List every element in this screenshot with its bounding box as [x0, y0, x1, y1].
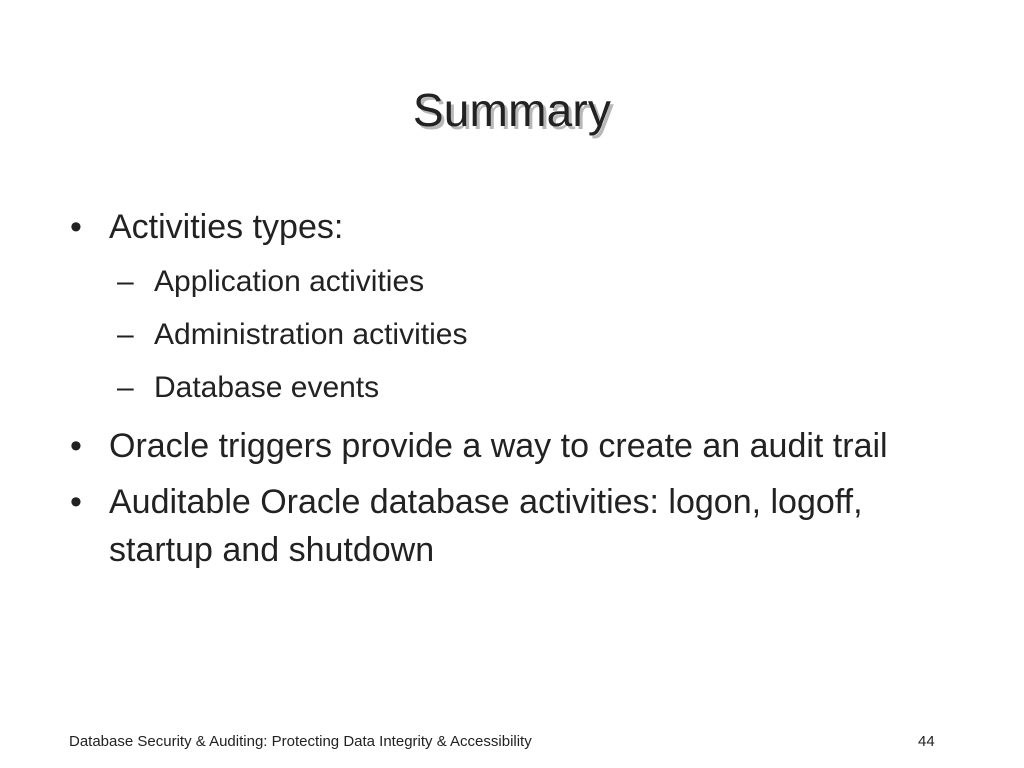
slide-title: Summary — [412, 84, 612, 136]
slide-footer: Database Security & Auditing: Protecting Data Integrity & Accessibility — [69, 733, 532, 750]
bullet-text: Oracle triggers provide a way to create an audit trail — [109, 427, 888, 465]
sub-bullet-marker: – — [117, 318, 134, 351]
sub-bullet-text: Database events — [154, 371, 380, 404]
sub-bullet-list — [0, 255, 1024, 414]
bullet-text: Activities types: — [109, 208, 344, 246]
sub-bullet-item — [0, 255, 1024, 308]
bullet-item — [0, 478, 1024, 574]
spacer — [0, 470, 1024, 478]
page-number: 44 — [918, 733, 935, 750]
bullet-marker: • — [70, 427, 82, 465]
bullet-marker: • — [70, 483, 82, 521]
sub-bullet-item — [0, 308, 1024, 361]
bullet-marker: • — [70, 208, 82, 246]
sub-bullet-text: Administration activities — [154, 318, 468, 351]
bullet-item — [0, 422, 1024, 470]
bullet-item — [0, 203, 1024, 414]
sub-bullet-text: Application activities — [154, 265, 425, 298]
bullet-text: Auditable Oracle database activities: logon, logoff, startup and shutdown — [109, 483, 863, 569]
bullet-list — [0, 203, 1024, 574]
spacer — [0, 414, 1024, 422]
sub-bullet-marker: – — [117, 371, 134, 404]
sub-bullet-marker: – — [117, 265, 134, 298]
sub-bullet-item — [0, 361, 1024, 414]
